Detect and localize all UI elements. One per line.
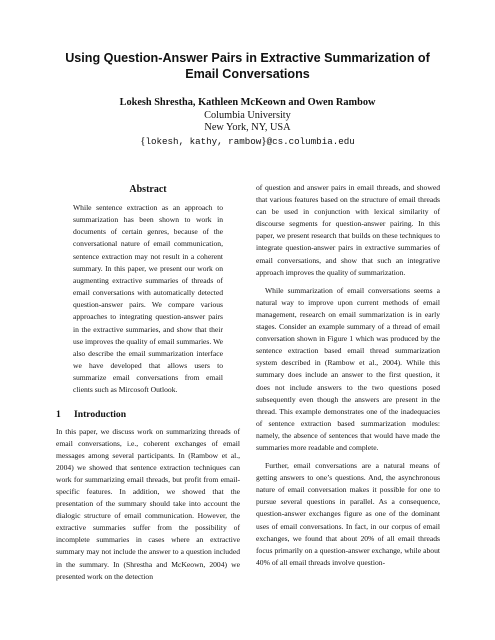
intro-paragraph-1: In this paper, we discuss work on summarizing threads of email conversations, i.e., coherent exchanges of email messages among several participants. In (Rambow et al., 2004) we showed that sentence extraction techniques can work for summarizing email threads, but profit from email-specific features. In addition, we showed that the presentation of the summary should take into account the dialogic structure of email communication. However, the extractive summaries suffer from the possibility of incomplete summaries in cases where an extractive summary may not include the answer to a question included in the summary. In (Shrestha and McKeown, 2004) we presented work on the detection: [56, 426, 240, 581]
affiliation: Columbia University: [204, 109, 291, 121]
author-names: Lokesh Shrestha, Kathleen McKeown and Owen Rambow: [119, 97, 376, 108]
abstract-text: While sentence extraction as an approach to summarization has been shown to work in documents of certain genres, because of the conversational nature of email communication, sentence extraction may not result in a coherent summary. In this paper, we present our work on augmenting extractive summaries of threads of email conversations with automatically detected question-answer pairs. We compare various approaches to integrating question-answer pairs in the extractive summaries, and show that their use improves the quality of email summaries. We also describe the email summarization interface we have developed that allows users to summarize email conversations from email clients such as Mircosoft Outlook.: [73, 203, 223, 395]
section-heading-introduction: [56, 409, 240, 421]
email-users: lokesh, kathy, rambow: [145, 135, 262, 147]
intro-paragraph-1-continued: of question and answer pairs in email threads, and showed that various features based on the structure of email threads can be used in conjunction with lexical similarity of discourse segments for question-answer pairing. In this paper, we present research that builds on these techniques to integrate question-answer pairs in extractive summaries of email conversations, and show that such an integrative approach improves the quality of summarization.: [256, 183, 440, 277]
intro-paragraph-2: While summarization of email conversations seems a natural way to improve upon current methods of email management, research on email summarization is in early stages. Consider an example summary of a thread of email conversation shown in Figure 1 which was produced by the sentence extraction based email thread summarization system described in (Rambow et al., 2004). While this summary does include an answer to the first question, it does not include answers to the two questions posed subsequently even though the answers are present in the thread. This example demonstrates one of the inadequacies of sentence extraction based summarization modules: namely, the absence of sentences that would have made the summaries more readable and complete.: [256, 285, 440, 452]
email-brace-close: }: [261, 134, 267, 147]
right-column: [256, 182, 440, 569]
section-title: Introduction: [74, 408, 127, 420]
intro-paragraph-3: Further, email conversations are a natural means of getting answers to one’s questions. And, the asynchronous nature of email conversation makes it possible for one to pursue several questions in parallel. As a consequence, question-answer exchanges figure as one of the dominant uses of email conversations. In fact, in our corpus of email exchanges, we found that about 20% of all email threads focus primarily on a question-answer exchange, while about 40% of all email threads involve question-: [256, 461, 440, 567]
author-emails: [60, 135, 435, 149]
email-brace-open: {: [140, 134, 146, 147]
email-domain: @cs.columbia.edu: [266, 135, 355, 147]
paper-title: Using Question-Answer Pairs in Extractive Summarization of Email Conversations: [65, 51, 430, 81]
left-column: [56, 184, 240, 583]
abstract-heading: Abstract: [129, 184, 167, 195]
author-block: [60, 97, 435, 148]
section-number: 1: [56, 408, 61, 420]
location: New York, NY, USA: [204, 122, 291, 134]
